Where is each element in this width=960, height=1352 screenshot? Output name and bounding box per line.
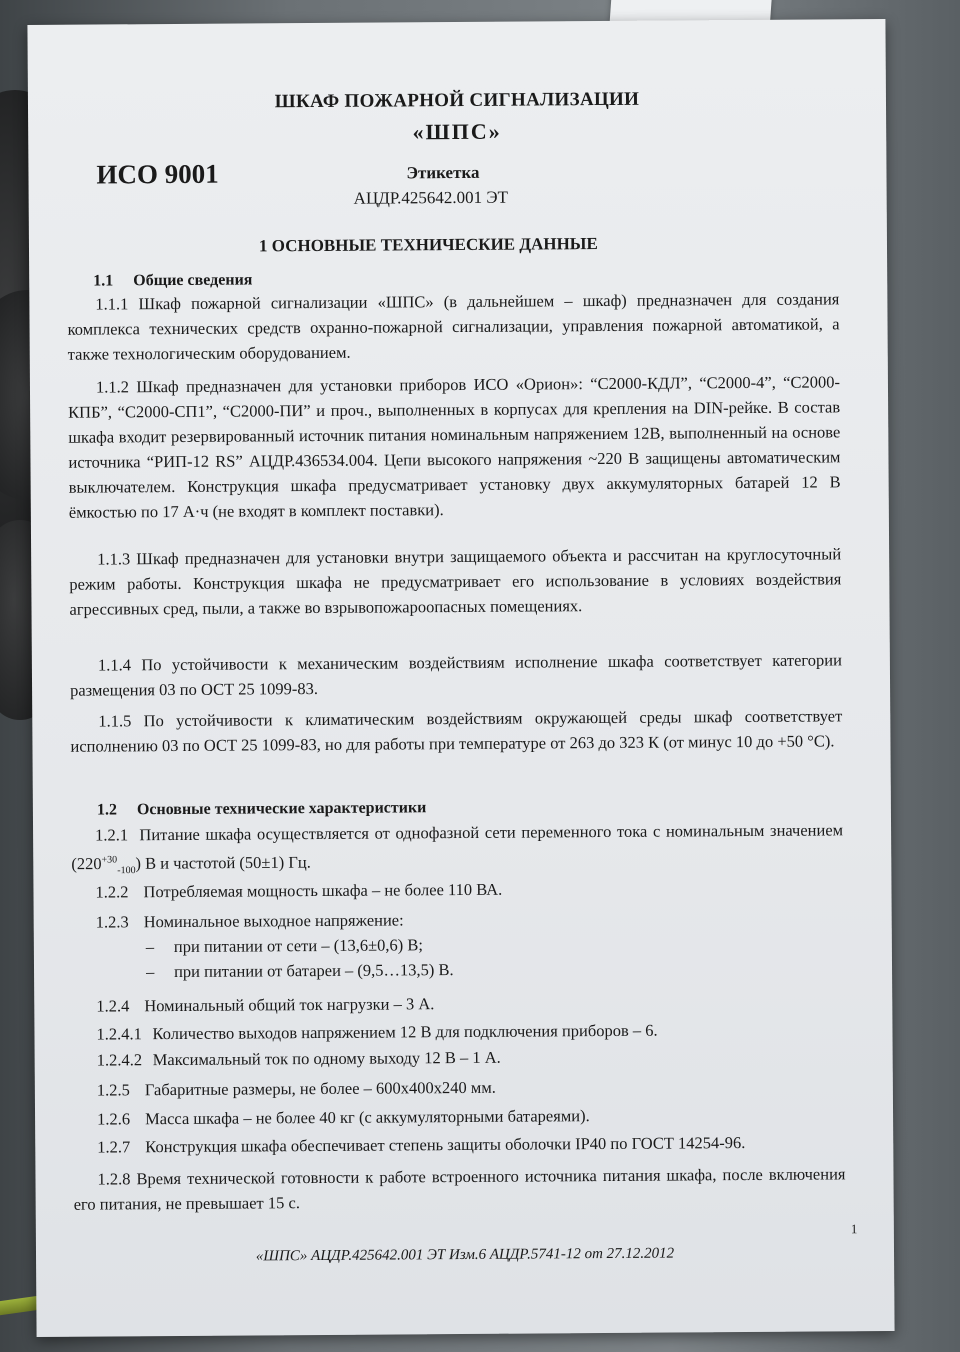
list-item xyxy=(97,1106,590,1129)
document-page xyxy=(27,19,894,1337)
item-text: Номинальный общий ток нагрузки – 3 А. xyxy=(144,994,435,1016)
paragraph: 1.1.4 По устойчивости к механическим воздействиям исполнение шкафа соответствует категории размещения 03 по ОСТ 25 1099-83. xyxy=(70,650,842,700)
list-item xyxy=(97,1078,496,1101)
item-number: 1.2.1 xyxy=(95,825,129,845)
item-number: 1.2.5 xyxy=(96,1080,130,1100)
page-footer: «ШПС» АЦДР.425642.001 ЭТ Изм.6 АЦДР.5741-12 от 27.12.2012 xyxy=(255,1245,675,1265)
item-text: Питание шкафа осуществляется от однофазной сети переменного тока с номинальным значением (220 xyxy=(71,820,844,874)
item-number: 1.2.4 xyxy=(96,996,130,1016)
item-text: Максимальный ток по одному выходу 12 В – 1 А. xyxy=(152,1047,501,1070)
dash-item-text: при питании от сети – (13,6±0,6) В; xyxy=(173,935,424,957)
paragraph: 1.1.2 Шкаф предназначен для установки приборов ИСО «Орион»: “С2000-КДЛ”, “С2000-4”, “С2000-КПБ”, “С2000-СП1”, “С2000-ПИ” и проч., выполненных в корпусах для крепления на DIN-рейке. В состав шкафа входит резервированный источник питания номинальным напряжением 12В, выполненный на основе источника “РИП-12 RS” АЦДР.436534.004. Цепи высокого напряжения ~220 В защищены автоматическим выключателем. Конструкция шкафа предусматривает установку двух аккумуляторных батарей 12 В ёмкостью по 17 А·ч (не входят в комплект поставки). xyxy=(68,372,841,522)
list-item xyxy=(96,910,404,932)
item-number: 1.2.2 xyxy=(95,882,129,902)
item-text: Номинальное выходное напряжение: xyxy=(143,910,404,932)
section-heading: 1 ОСНОВНЫЕ ТЕХНИЧЕСКИЕ ДАННЫЕ xyxy=(258,234,598,256)
list-item xyxy=(97,1133,745,1158)
paragraph: 1.2.8 Время технической готовности к работе встроенного источника питания шкафа, после включения его питания, не превышает 15 с. xyxy=(73,1164,846,1214)
iso-label: ИСО 9001 xyxy=(96,158,219,190)
item-number: 1.2.6 xyxy=(97,1109,131,1129)
item-number: 1.2.3 xyxy=(95,912,129,932)
product-name: «ШПС» xyxy=(412,118,502,145)
item-number: 1.2.7 xyxy=(97,1137,131,1157)
list-item xyxy=(97,1048,501,1071)
subsection-number: 1.1 xyxy=(93,272,114,290)
paragraph: 1.1.1 Шкаф пожарной сигнализации «ШПС» (в дальнейшем – шкаф) предназначен для создания комплекса технических средств охранно-пожарной сигнализации, управления пожарной автоматикой, а также технологическим оборудованием. xyxy=(67,289,840,364)
subscript: -100 xyxy=(117,865,136,877)
subsection-heading xyxy=(93,271,252,290)
paragraph: 1.1.3 Шкаф предназначен для установки внутри защищаемого объекта и рассчитан на круглосуточный режим работы. Конструкция шкафа не предусматривает его использование в условиях воздействия агрессивных сред, пыли, а также во взрывопожароопасных помещениях. xyxy=(69,544,842,619)
subsection-heading xyxy=(97,799,427,819)
doc-number: АЦДР.425642.001 ЭТ xyxy=(353,187,509,208)
list-item xyxy=(95,880,502,903)
list-item xyxy=(96,1021,657,1045)
item-number: 1.2.4.2 xyxy=(96,1050,143,1070)
paragraph-1-2-1 xyxy=(71,817,843,883)
list-item xyxy=(96,994,434,1016)
subsection-title: Общие сведения xyxy=(133,271,253,290)
dash-item: – при питании от батареи – (9,5…13,5) В. xyxy=(145,960,454,982)
item-number: 1.2.4.1 xyxy=(96,1024,142,1044)
item-text: Конструкция шкафа обеспечивает степень защиты оболочки IP40 по ГОСТ 14254-96. xyxy=(145,1133,746,1157)
paragraph: 1.1.5 По устойчивости к климатическим воздействиям окружающей среды шкаф соответствует исполнению 03 по ОСТ 25 1099-83, но для работы при температуре от 263 до 323 К (от минус 10 до +50 °С). xyxy=(70,706,843,756)
item-text: ) В и частотой (50±1) Гц. xyxy=(135,852,311,873)
doc-type: Этикетка xyxy=(406,162,480,183)
item-text: Масса шкафа – не более 40 кг (с аккумуляторными батареями). xyxy=(145,1106,590,1129)
subsection-title: Основные технические характеристики xyxy=(136,799,427,819)
page-number: 1 xyxy=(850,1221,858,1237)
item-text: Количество выходов напряжением 12 В для подключения приборов – 6. xyxy=(152,1020,658,1044)
document-title: ШКАФ ПОЖАРНОЙ СИГНАЛИЗАЦИИ xyxy=(274,88,640,113)
superscript: +30 xyxy=(101,854,118,866)
subsection-number: 1.2 xyxy=(96,801,117,819)
item-text: Габаритные размеры, не более – 600х400х240 мм. xyxy=(144,1077,496,1100)
item-text: Потребляемая мощность шкафа – не более 110 ВА. xyxy=(143,879,503,902)
dash-item-text: при питании от батареи – (9,5…13,5) В. xyxy=(173,960,454,982)
dash-item: – при питании от сети – (13,6±0,6) В; xyxy=(145,935,424,957)
